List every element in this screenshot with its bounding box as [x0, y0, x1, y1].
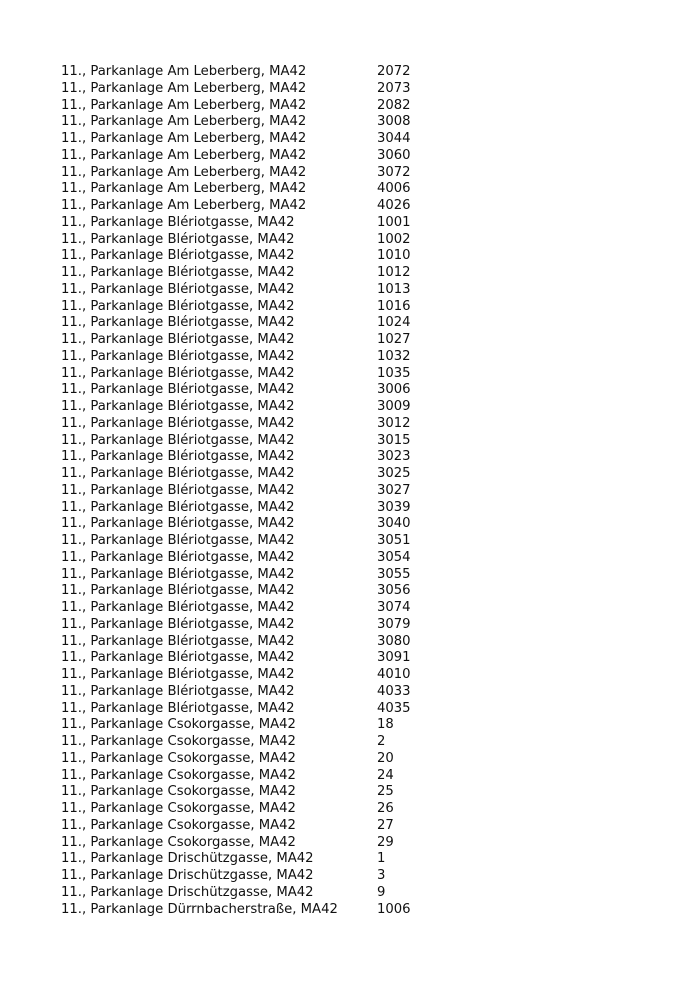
list-item — [61, 165, 661, 182]
entry-number: 2 — [377, 734, 386, 749]
entry-name: 11., Parkanlage Blériotgasse, MA42 — [61, 466, 295, 481]
list-item — [61, 768, 661, 785]
list-item — [61, 299, 661, 316]
entry-number: 3060 — [377, 147, 411, 163]
list-item — [61, 98, 661, 115]
entry-number: 4006 — [377, 181, 411, 197]
entry-name: 11., Parkanlage Am Leberberg, MA42 — [61, 131, 307, 146]
entry-number: 27 — [377, 817, 394, 833]
entry-number: 3009 — [377, 399, 411, 414]
list-item — [61, 148, 661, 165]
list-item — [61, 416, 661, 433]
entry-name: 11., Parkanlage Am Leberberg, MA42 — [61, 181, 307, 197]
entry-number: 1 — [377, 851, 386, 867]
list-item — [61, 315, 661, 332]
list-item — [61, 684, 661, 701]
entry-number: 3080 — [377, 633, 411, 649]
entry-name: 11., Parkanlage Blériotgasse, MA42 — [61, 499, 295, 515]
entry-number: 1032 — [377, 348, 411, 364]
entry-number: 29 — [377, 834, 394, 850]
entry-name: 11., Parkanlage Blériotgasse, MA42 — [61, 449, 295, 465]
entry-name: 11., Parkanlage Blériotgasse, MA42 — [61, 482, 295, 498]
entry-name: 11., Parkanlage Blériotgasse, MA42 — [61, 399, 295, 414]
entry-number: 3012 — [377, 415, 411, 431]
entry-name: 11., Parkanlage Csokorgasse, MA42 — [61, 717, 296, 733]
entry-number: 3015 — [377, 432, 411, 448]
list-item — [61, 734, 661, 751]
entry-name: 11., Parkanlage Drischützgasse, MA42 — [61, 884, 314, 900]
entry-name: 11., Parkanlage Blériotgasse, MA42 — [61, 214, 295, 230]
list-item — [61, 634, 661, 651]
list-item — [61, 617, 661, 634]
entry-name: 11., Parkanlage Dürrnbacherstraße, MA42 — [61, 901, 338, 917]
entry-name: 11., Parkanlage Csokorgasse, MA42 — [61, 834, 296, 850]
entry-name: 11., Parkanlage Blériotgasse, MA42 — [61, 348, 295, 364]
entry-number: 3091 — [377, 650, 411, 666]
list-item — [61, 198, 661, 215]
entry-number: 4010 — [377, 667, 411, 682]
entry-name: 11., Parkanlage Blériotgasse, MA42 — [61, 248, 295, 264]
entry-name: 11., Parkanlage Blériotgasse, MA42 — [61, 700, 295, 716]
list-item — [61, 349, 661, 366]
entry-number: 3008 — [377, 114, 411, 130]
entry-number: 3025 — [377, 466, 411, 481]
entry-name: 11., Parkanlage Blériotgasse, MA42 — [61, 533, 295, 548]
entry-name: 11., Parkanlage Blériotgasse, MA42 — [61, 281, 295, 297]
list-item — [61, 717, 661, 734]
entry-name: 11., Parkanlage Csokorgasse, MA42 — [61, 734, 296, 749]
list-item — [61, 650, 661, 667]
entry-number: 3055 — [377, 566, 411, 582]
entry-number: 26 — [377, 801, 394, 816]
entry-name: 11., Parkanlage Blériotgasse, MA42 — [61, 315, 295, 331]
list-item — [61, 583, 661, 600]
list-item — [61, 667, 661, 684]
list-item — [61, 449, 661, 466]
entry-number: 3079 — [377, 616, 411, 632]
entry-number: 1035 — [377, 365, 411, 381]
entry-number: 9 — [377, 884, 386, 900]
entry-name: 11., Parkanlage Blériotgasse, MA42 — [61, 332, 295, 347]
entry-name: 11., Parkanlage Blériotgasse, MA42 — [61, 667, 295, 682]
entry-number: 1012 — [377, 265, 411, 280]
list-item — [61, 751, 661, 768]
list-item — [61, 902, 661, 919]
entry-number: 3039 — [377, 499, 411, 515]
entry-number: 25 — [377, 784, 394, 800]
entry-name: 11., Parkanlage Blériotgasse, MA42 — [61, 432, 295, 448]
entry-name: 11., Parkanlage Blériotgasse, MA42 — [61, 600, 295, 615]
entry-number: 1013 — [377, 281, 411, 297]
list-item — [61, 433, 661, 450]
list-item — [61, 835, 661, 852]
list-item — [61, 550, 661, 567]
entry-number: 1001 — [377, 214, 411, 230]
entry-number: 4033 — [377, 683, 411, 699]
entry-name: 11., Parkanlage Blériotgasse, MA42 — [61, 566, 295, 582]
entry-number: 1010 — [377, 248, 411, 264]
list-item — [61, 567, 661, 584]
entry-name: 11., Parkanlage Am Leberberg, MA42 — [61, 198, 307, 213]
entry-name: 11., Parkanlage Blériotgasse, MA42 — [61, 683, 295, 699]
entry-number: 4035 — [377, 700, 411, 716]
entry-number: 24 — [377, 767, 394, 783]
entry-name: 11., Parkanlage Csokorgasse, MA42 — [61, 767, 296, 783]
entry-number: 2082 — [377, 97, 411, 113]
entry-number: 3040 — [377, 516, 411, 532]
list-item — [61, 784, 661, 801]
entry-name: 11., Parkanlage Blériotgasse, MA42 — [61, 231, 295, 247]
entry-name: 11., Parkanlage Blériotgasse, MA42 — [61, 583, 295, 599]
list-item — [61, 868, 661, 885]
list-item — [61, 382, 661, 399]
list-item — [61, 248, 661, 265]
list-item — [61, 500, 661, 517]
entry-number: 2072 — [377, 64, 411, 79]
entry-number: 3074 — [377, 600, 411, 615]
entry-number: 3051 — [377, 533, 411, 548]
entry-name: 11., Parkanlage Am Leberberg, MA42 — [61, 64, 307, 79]
entry-name: 11., Parkanlage Blériotgasse, MA42 — [61, 365, 295, 381]
entry-number: 1024 — [377, 315, 411, 331]
entry-number: 1027 — [377, 332, 411, 347]
entry-number: 3006 — [377, 382, 411, 398]
entry-name: 11., Parkanlage Blériotgasse, MA42 — [61, 298, 295, 314]
list-item — [61, 851, 661, 868]
list-item — [61, 131, 661, 148]
list-item — [61, 483, 661, 500]
entry-name: 11., Parkanlage Blériotgasse, MA42 — [61, 549, 295, 565]
entry-name: 11., Parkanlage Blériotgasse, MA42 — [61, 382, 295, 398]
list-item — [61, 215, 661, 232]
entry-number: 3054 — [377, 549, 411, 565]
entry-number: 2073 — [377, 80, 411, 96]
entry-number: 18 — [377, 717, 394, 733]
list-item — [61, 81, 661, 98]
list-item — [61, 265, 661, 282]
list-item — [61, 114, 661, 131]
entry-name: 11., Parkanlage Am Leberberg, MA42 — [61, 114, 307, 130]
entry-number: 1006 — [377, 901, 411, 917]
entry-name: 11., Parkanlage Am Leberberg, MA42 — [61, 80, 307, 96]
list-item — [61, 366, 661, 383]
entry-number: 3023 — [377, 449, 411, 465]
entry-name: 11., Parkanlage Csokorgasse, MA42 — [61, 784, 296, 800]
list-item — [61, 466, 661, 483]
list-item — [61, 600, 661, 617]
entry-number: 1002 — [377, 231, 411, 247]
entry-name: 11., Parkanlage Csokorgasse, MA42 — [61, 801, 296, 816]
list-item — [61, 516, 661, 533]
entry-name: 11., Parkanlage Drischützgasse, MA42 — [61, 868, 314, 883]
entry-name: 11., Parkanlage Csokorgasse, MA42 — [61, 750, 296, 766]
entry-number: 20 — [377, 750, 394, 766]
entry-name: 11., Parkanlage Am Leberberg, MA42 — [61, 97, 307, 113]
entry-name: 11., Parkanlage Blériotgasse, MA42 — [61, 633, 295, 649]
entry-number: 3 — [377, 868, 386, 883]
entry-name: 11., Parkanlage Am Leberberg, MA42 — [61, 147, 307, 163]
entry-number: 4026 — [377, 198, 411, 213]
list-item — [61, 701, 661, 718]
entry-name: 11., Parkanlage Csokorgasse, MA42 — [61, 817, 296, 833]
entry-name: 11., Parkanlage Blériotgasse, MA42 — [61, 415, 295, 431]
list-item — [61, 533, 661, 550]
entry-number: 3044 — [377, 131, 411, 146]
list-item — [61, 332, 661, 349]
list-item — [61, 885, 661, 902]
entry-name: 11., Parkanlage Blériotgasse, MA42 — [61, 650, 295, 666]
entry-name: 11., Parkanlage Blériotgasse, MA42 — [61, 516, 295, 532]
entry-name: 11., Parkanlage Drischützgasse, MA42 — [61, 851, 314, 867]
list-item — [61, 399, 661, 416]
list-item — [61, 801, 661, 818]
list-item — [61, 232, 661, 249]
entry-number: 3072 — [377, 164, 411, 180]
entry-number: 3027 — [377, 482, 411, 498]
list-item — [61, 818, 661, 835]
entry-name: 11., Parkanlage Blériotgasse, MA42 — [61, 265, 295, 280]
entry-number: 1016 — [377, 298, 411, 314]
entry-list — [61, 64, 661, 918]
entry-name: 11., Parkanlage Am Leberberg, MA42 — [61, 164, 307, 180]
list-item — [61, 181, 661, 198]
list-item — [61, 64, 661, 81]
entry-number: 3056 — [377, 583, 411, 599]
entry-name: 11., Parkanlage Blériotgasse, MA42 — [61, 616, 295, 632]
list-item — [61, 282, 661, 299]
